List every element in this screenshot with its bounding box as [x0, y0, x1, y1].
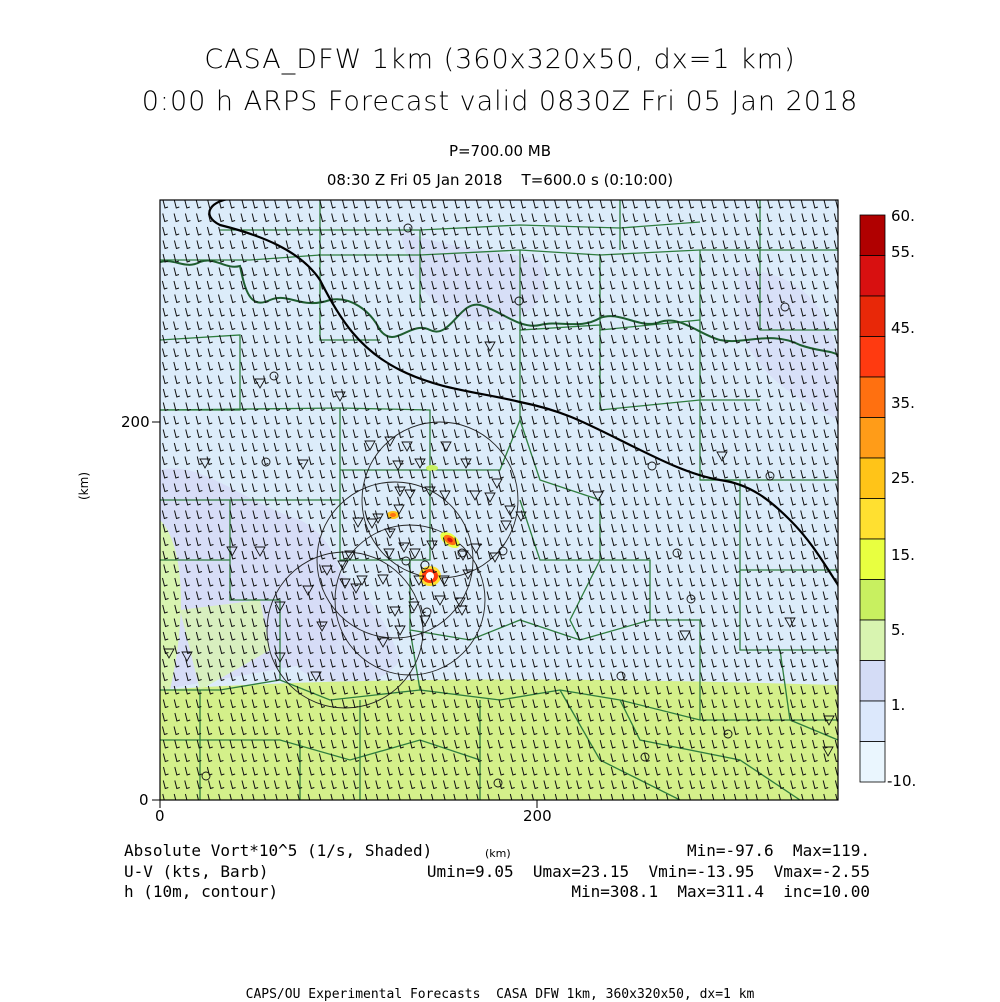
colorbar-swatch	[860, 418, 885, 459]
legend-barb-label: U-V (kts, Barb)	[124, 862, 269, 881]
pressure-level: P=700.00 MB	[448, 142, 552, 160]
y-axis-label: (km)	[77, 471, 91, 500]
colorbar-swatch	[860, 256, 885, 297]
colorbar-label: 60.	[891, 207, 915, 225]
colorbar-label: 35.	[891, 394, 915, 412]
colorbar-label: 1.	[891, 696, 906, 714]
x-tick-200: 200	[523, 807, 552, 825]
legend-barb-stats: Umin=9.05 Umax=23.15 Vmin=-13.95 Vmax=-2.55	[426, 862, 870, 881]
colorbar-label: 15.	[891, 546, 915, 564]
colorbar-label: 55.	[891, 243, 915, 261]
colorbar-swatch	[860, 296, 885, 337]
footer-credit: CAPS/OU Experimental Forecasts CASA DFW 1km, 360x320x50, dx=1 km	[245, 987, 755, 1002]
colorbar-label: 45.	[891, 319, 915, 337]
colorbar-label: -10.	[887, 772, 917, 790]
legend-contour-label: h (10m, contour)	[124, 882, 279, 901]
x-axis-unit: (km)	[485, 847, 511, 860]
colorbar-swatch	[860, 580, 885, 621]
colorbar-swatch	[860, 337, 885, 378]
colorbar-swatch	[860, 458, 885, 499]
y-tick-200: 200	[121, 413, 150, 431]
x-tick-0: 0	[155, 807, 165, 825]
map-field	[160, 198, 841, 802]
title-line-2: 0:00 h ARPS Forecast valid 0830Z Fri 05 Jan 2018	[141, 86, 859, 117]
legend-shaded-label: Absolute Vort*10^5 (1/s, Shaded)	[124, 841, 433, 860]
legend-shaded-stats: Min=-97.6 Max=119.	[686, 841, 870, 860]
colorbar-label: 5.	[891, 621, 906, 639]
colorbar-swatch	[860, 499, 885, 540]
colorbar-swatch	[860, 620, 885, 661]
colorbar-swatch	[860, 377, 885, 418]
colorbar-label: 25.	[891, 469, 915, 487]
y-tick-0: 0	[139, 791, 149, 809]
colorbar-swatch	[860, 539, 885, 580]
colorbar-swatch	[860, 215, 885, 256]
title-line-1: CASA_DFW 1km (360x320x50, dx=1 km)	[204, 44, 796, 75]
colorbar-swatch	[860, 661, 885, 702]
colorbar	[860, 215, 885, 782]
legend-contour-stats: Min=308.1 Max=311.4 inc=10.00	[571, 882, 870, 901]
colorbar-swatch	[860, 701, 885, 742]
colorbar-swatch	[860, 742, 885, 783]
valid-time-line: 08:30 Z Fri 05 Jan 2018 T=600.0 s (0:10:00)	[326, 171, 674, 189]
